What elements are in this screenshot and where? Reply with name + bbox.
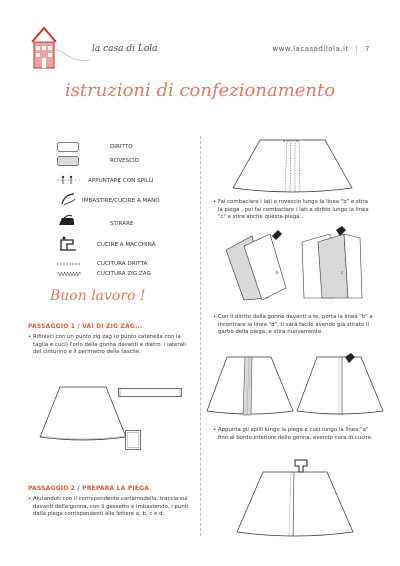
skirt-diagram-fold-left [205, 355, 295, 415]
letter-b: b [287, 139, 292, 143]
skirt-diagram-stitching [235, 458, 355, 538]
right1-text: Fai combaciare i lati a rovescio lungo la linea "b" e stira la piega , poi fai combaciare i lati a diritto lungo la linea "c" e stira anche questa piega.. [218, 199, 369, 221]
column-divider [200, 136, 201, 536]
zigzag-stitch-icon [57, 272, 81, 276]
step2-text: Aiutandoti con il corrispondente cartamodello, traccia sul davanti della gonna, con il gessetto e imbastendo, i punti della piega corrispondenti alle lettere a, b, c e d. [33, 496, 189, 518]
label-c: c [341, 270, 344, 275]
step2-heading: PASSAGGIO 2 / PREPARA LA PIEGA [28, 485, 150, 492]
legend-label-imbastire: IMBASTIRE/CUCIRE A MANO [82, 198, 160, 204]
skirt-diagram-pleat-lines [230, 138, 355, 193]
letter-d: d [296, 139, 301, 143]
fabric-wrong-side-icon [57, 156, 79, 166]
fabric-right-side-icon [57, 142, 79, 152]
pins-icon [57, 176, 81, 184]
iron-icon [58, 214, 76, 228]
right1-paragraph: • Fai combaciare i lati a rovescio lungo la linea "b" e stira la piega , poi fai combaciare i lati a diritto lungo la linea "c" e stira anche questa piega.. [213, 199, 373, 222]
site-header: www.lacasadilola.it | 7 [272, 45, 370, 53]
legend-label-cucitura-zigzag: CUCITURA ZIG ZAG [97, 271, 151, 277]
site-url[interactable]: www.lacasadilola.it [272, 45, 349, 53]
letter-a: a [283, 139, 288, 143]
step1-text: Rifinisci con un punto zig zag (o punto catenella con la taglia e cuci) l'orlo della gonna davanti e dietro. i laterali del cinturino e il perimetro delle tasche. [33, 334, 186, 356]
page-number: 7 [365, 45, 370, 53]
straight-stitch-icon [57, 262, 81, 266]
skirt-diagram-zigzag [38, 385, 128, 440]
step1-heading: PASSAGGIO 1 / VAI DI ZIG ZAG... [28, 323, 143, 330]
step1-paragraph: • Rifinisci con un punto zig zag (o punto catenella con la taglia e cuci) l'orlo della gonna davanti e dietro. i laterali del cinturino e il perimetro delle tasche. [28, 334, 190, 357]
right2-text: Con il diritto della gonna davanti a te, porta la linea "b" a incontrare la linea "d", ti sarà facile avendo già stirato il garbo della piega, e stira nuovamente. [218, 314, 373, 336]
needle-icon [60, 192, 76, 206]
buon-lavoro: Buon lavoro ! [50, 288, 146, 304]
sewing-machine-icon [59, 236, 77, 252]
pocket-diagram [125, 430, 141, 450]
legend-label-rovescio: ROVESCIO [110, 158, 140, 164]
legend-label-cucitura-dritta: CUCITURA DRITTA [97, 261, 148, 267]
right2-paragraph: • Con il diritto della gonna davanti a te, porta la linea "b" a incontrare la linea "d", ti sarà facile avendo già stirato il garbo della piega, e stira nuovamente. [213, 314, 373, 336]
legend-label-cucire-macchina: CUCIRE A MACCHINA [97, 242, 156, 248]
step2-paragraph: • Aiutandoti con il corrispondente cartamodello, traccia sul davanti della gonna, con il gessetto e imbastendo, i punti della piega corrispondenti alle lettere a, b, c e d. [28, 496, 189, 518]
brand-name: la casa di Lola [92, 44, 158, 54]
folded-fabric-diagram-c [300, 228, 370, 303]
label-b: b [276, 270, 279, 275]
skirt-diagram-fold-right [295, 355, 385, 415]
legend-label-diritto: DIRITTO [110, 144, 133, 150]
legend-label-stirare: STIRARE [110, 221, 134, 227]
right3-text: Appunta gli spilli lungo la piega e cuci lungo la linea "a" fino al bordo inferiore della gonna, avendo cura di cucire. [218, 427, 373, 441]
letter-c: c [291, 139, 297, 143]
folded-fabric-diagram-b [222, 228, 292, 303]
right3-paragraph: • Appunta gli spilli lungo la piega e cuci lungo la linea "a" fino al bordo inferiore della gonna, avendo cura di cucire. [213, 427, 373, 441]
house-logo-icon [14, 20, 74, 75]
pleat-letters [283, 139, 301, 143]
legend-label-appuntare: APPUNTARE CON SPILLI [88, 178, 154, 184]
page-title: istruzioni di confezionamento [64, 80, 336, 101]
waistband-diagram [118, 388, 182, 398]
